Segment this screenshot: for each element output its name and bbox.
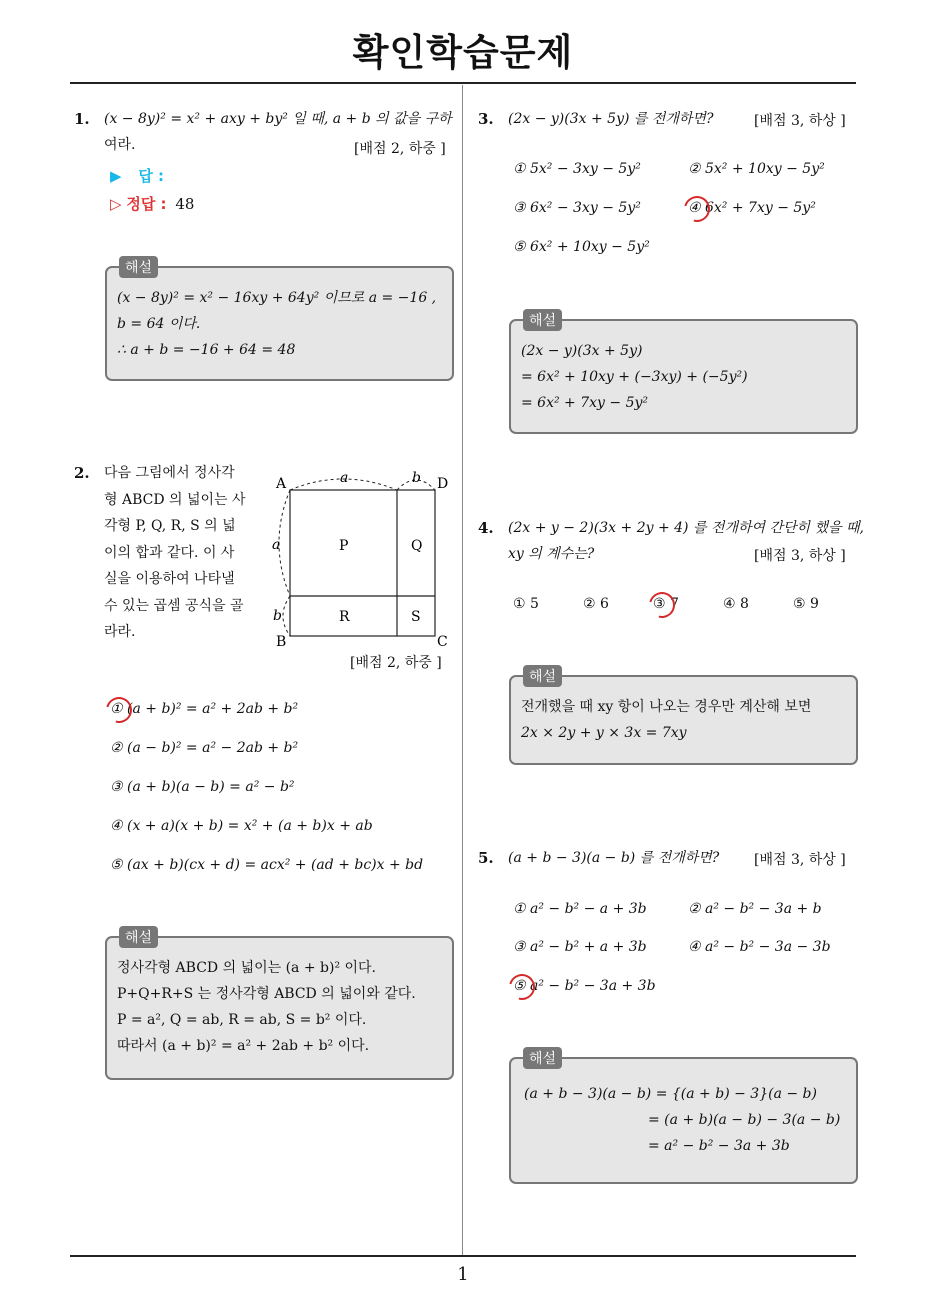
q3-text: (2x − y)(3x + 5y) 를 전개하면? [508, 111, 714, 127]
q1-sol-line: ∴ a + b = −16 + 64 = 48 [117, 342, 296, 358]
q1-points: [배점 2, 하중 ] [354, 141, 446, 157]
brace-b-left [283, 596, 290, 636]
q2-stem-line: 실을 이용하여 나타낼 [104, 571, 235, 587]
q4-option-2[interactable]: ② 6 [583, 596, 609, 612]
q3-solution-tag: 해설 [523, 309, 562, 331]
label-r-region: R [339, 609, 350, 625]
column-divider [462, 85, 463, 1257]
q3-points: [배점 3, 하상 ] [754, 113, 846, 129]
q2-number: 2. [74, 464, 90, 482]
label-p-region: P [339, 538, 349, 554]
q5-option-5[interactable]: ⑤ a² − b² − 3a + 3b [513, 978, 656, 994]
page-title: 확인학습문제 [352, 31, 574, 74]
q1-answer-label: 답 : [138, 167, 165, 185]
q1-line1: (x − 8y)² = x² + axy + by² 일 때, a + b 의 값을 구하 [104, 111, 452, 127]
q5-sol-line-1: (a + b − 3)(a − b) = {(a + b) − 3}(a − b) [524, 1086, 817, 1102]
q2-stem-line: 각형 P, Q, R, S 의 넓 [104, 518, 236, 534]
q4-sol-line: 2x × 2y + y × 3x = 7xy [521, 725, 687, 741]
q2-stem-line: 수 있는 곱셈 공식을 골 [104, 597, 244, 614]
q2-option-2[interactable]: ② (a − b)² = a² − 2ab + b² [110, 740, 299, 756]
q4-sol-line: 전개했을 때 xy 항이 나오는 경우만 계산해 보면 [521, 699, 812, 715]
q4-option-4[interactable]: ④ 8 [723, 596, 749, 612]
q2-sol-line: 따라서 (a + b)² = a² + 2ab + b² 이다. [117, 1038, 370, 1054]
q2-sol-line: 정사각형 ABCD 의 넓이는 (a + b)² 이다. [117, 960, 377, 976]
q5-solution-tag: 해설 [523, 1047, 562, 1069]
q4-solution-tag: 해설 [523, 665, 562, 687]
q5-option-4[interactable]: ④ a² − b² − 3a − 3b [688, 939, 831, 955]
q4-option-1[interactable]: ① 5 [513, 596, 539, 612]
q1-sol-line: b = 64 이다. [117, 316, 201, 332]
q3-sol-line: = 6x² + 7xy − 5y² [521, 395, 648, 411]
answer-circle-mark [679, 191, 715, 227]
q5-text: (a + b − 3)(a − b) 를 전개하면? [508, 850, 720, 866]
label-d-vertex: D [437, 476, 449, 492]
q2-solution-text [117, 955, 416, 1059]
play-outline-icon: ▷ [110, 195, 122, 213]
q2-sol-line: P+Q+R+S 는 정사각형 ABCD 의 넓이와 같다. [117, 986, 416, 1002]
q2-points: [배점 2, 하중 ] [350, 655, 442, 671]
q2-option-3[interactable]: ③ (a + b)(a − b) = a² − b² [110, 779, 295, 795]
q5-option-3[interactable]: ③ a² − b² + a + 3b [513, 939, 647, 955]
label-a-left: a [272, 537, 281, 553]
q5-points: [배점 3, 하상 ] [754, 852, 846, 868]
label-a-vertex: A [276, 476, 287, 492]
q4-number: 4. [478, 519, 494, 537]
q2-stem-line: 다음 그림에서 정사각 [104, 465, 235, 481]
q4-option-3[interactable]: ③ 7 [653, 596, 679, 612]
q2-stem-line: 라라. [104, 624, 136, 640]
q5-number: 5. [478, 849, 494, 867]
q5-option-2[interactable]: ② a² − b² − 3a + b [688, 901, 822, 917]
q2-square-figure [268, 468, 458, 650]
brace-a-left [279, 490, 290, 596]
q4-line1: (2x + y − 2)(3x + 2y + 4) 를 전개하여 간단히 했을 때, [508, 520, 864, 536]
q3-option-5[interactable]: ⑤ 6x² + 10xy − 5y² [513, 239, 650, 255]
q5-sol-line-3: = a² − b² − 3a + 3b [648, 1138, 790, 1154]
q3-option-2[interactable]: ② 5x² + 10xy − 5y² [688, 161, 825, 177]
answer-circle-mark [504, 969, 540, 1005]
q3-solution-text [521, 338, 748, 416]
q2-stem-line: 형 ABCD 의 넓이는 사 [104, 491, 246, 508]
q1-line2: 여라. [104, 137, 136, 153]
q3-option-1[interactable]: ① 5x² − 3xy − 5y² [513, 161, 641, 177]
q3-option-3[interactable]: ③ 6x² − 3xy − 5y² [513, 200, 641, 216]
q2-option-5[interactable]: ⑤ (ax + b)(cx + d) = acx² + (ad + bc)x + bd [110, 857, 424, 873]
label-a-top: a [340, 470, 349, 486]
q5-option-1[interactable]: ① a² − b² − a + 3b [513, 901, 647, 917]
q1-correct-row [110, 193, 194, 214]
q1-correct-value: 48 [175, 195, 195, 213]
q3-sol-line: = 6x² + 10xy + (−3xy) + (−5y²) [521, 369, 748, 385]
q2-option-1[interactable]: ① (a + b)² = a² + 2ab + b² [110, 701, 299, 717]
q3-number: 3. [478, 110, 494, 128]
q3-sol-line: (2x − y)(3x + 5y) [521, 343, 643, 359]
q4-option-5[interactable]: ⑤ 9 [793, 596, 819, 612]
footer-rule [70, 1255, 856, 1257]
label-c-vertex: C [437, 634, 448, 650]
play-icon: ▶ [110, 167, 122, 185]
q2-solution-tag: 해설 [119, 926, 158, 948]
q1-sol-line: (x − 8y)² = x² − 16xy + 64y² 이므로 a = −16 , [117, 290, 437, 306]
q1-number: 1. [74, 110, 90, 128]
label-b-vertex: B [276, 634, 287, 650]
q5-sol-line-2: = (a + b)(a − b) − 3(a − b) [648, 1112, 841, 1128]
q4-line2: xy 의 계수는? [508, 546, 595, 562]
label-s-region: S [411, 609, 421, 625]
q1-solution-text [117, 285, 436, 363]
q1-correct-label: 정답 : [126, 195, 167, 213]
q1-solution-tag: 해설 [119, 256, 158, 278]
q2-stem-line: 이의 합과 같다. 이 사 [104, 544, 235, 561]
page-number: 1 [457, 1264, 469, 1285]
q1-answer-row [110, 165, 164, 186]
q4-points: [배점 3, 하상 ] [754, 548, 846, 564]
label-q-region: Q [411, 538, 423, 554]
answer-circle-mark [644, 587, 680, 623]
q2-option-4[interactable]: ④ (x + a)(x + b) = x² + (a + b)x + ab [110, 818, 373, 834]
q4-solution-text [521, 694, 811, 746]
label-b-top: b [412, 470, 421, 486]
label-b-left: b [273, 608, 282, 624]
answer-circle-mark [101, 692, 137, 728]
q2-stem [104, 460, 246, 646]
q2-sol-line: P = a², Q = ab, R = ab, S = b² 이다. [117, 1012, 367, 1028]
header-rule [70, 82, 856, 84]
q3-option-4[interactable]: ④ 6x² + 7xy − 5y² [688, 200, 816, 216]
